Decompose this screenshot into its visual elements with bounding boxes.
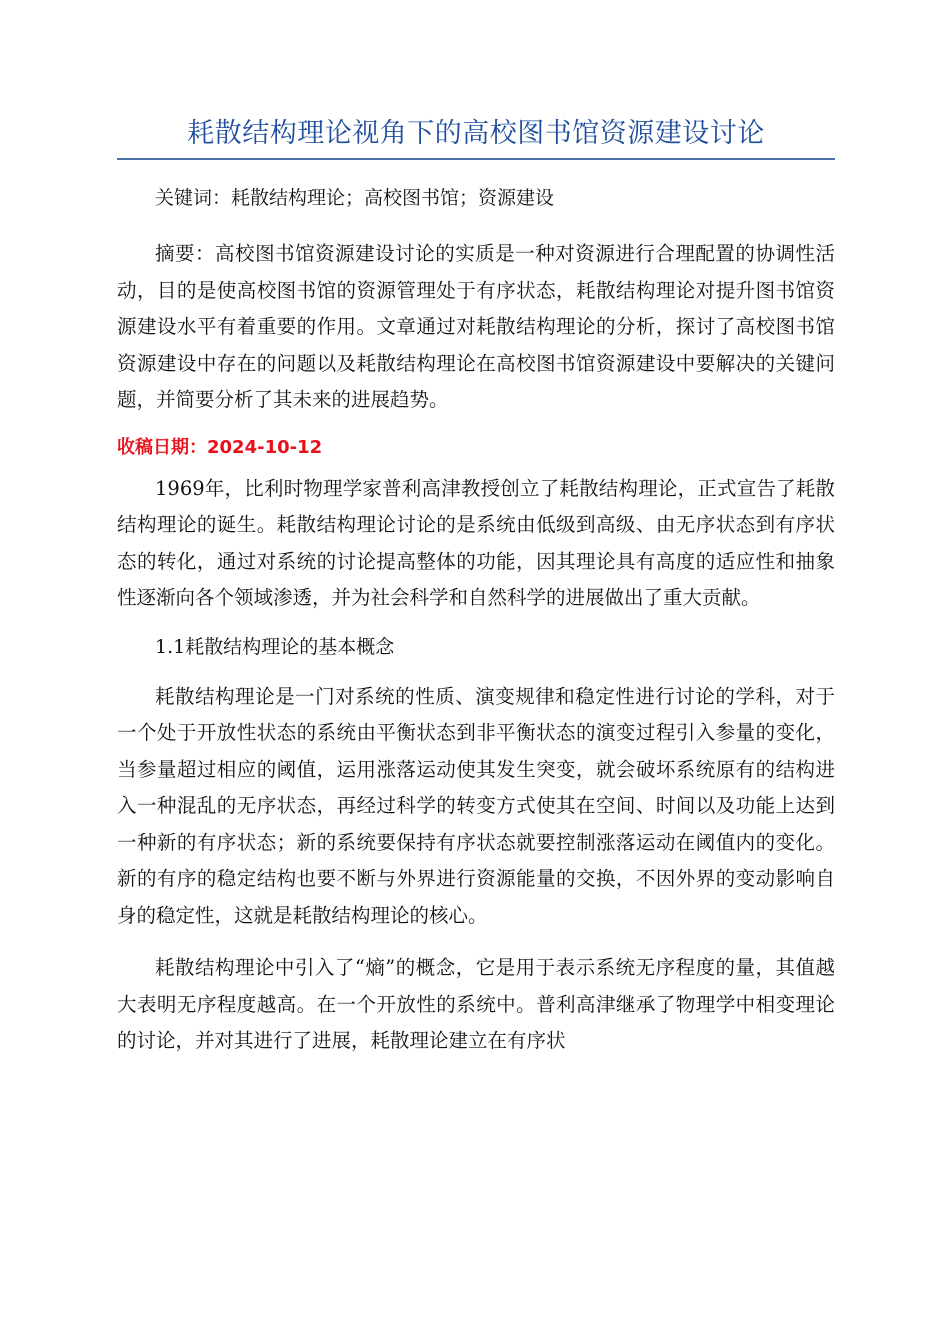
section-heading: 1.1耗散结构理论的基本概念	[155, 635, 395, 658]
keywords-line: 关键词：耗散结构理论；高校图书馆；资源建设	[155, 187, 555, 209]
abstract-paragraph: 摘要：高校图书馆资源建设讨论的实质是一种对资源进行合理配置的协调性活动，目的是使高校图书馆的资源管理处于有序状态，耗散结构理论对提升图书馆资源建设水平有着重要的作用。文章通过对耗散结构理论的分析，探讨了高校图书馆资源建设中存在的问题以及耗散结构理论在高校图书馆资源建设中要解决的关键问题，并简要分析了其未来的进展趋势。	[117, 242, 835, 411]
body-paragraph: 1969年，比利时物理学家普利高津教授创立了耗散结构理论，正式宣告了耗散结构理论的诞生。耗散结构理论讨论的是系统由低级到高级、由无序状态到有序状态的转化，通过对系统的讨论提高整体的功能，因其理论具有高度的适应性和抽象性逐渐向各个领域渗透，并为社会科学和自然科学的进展做出了重大贡献。	[117, 476, 835, 609]
document-title: 耗散结构理论视角下的高校图书馆资源建设讨论	[117, 114, 835, 160]
received-date: 收稿日期：2024-10-12	[117, 436, 323, 458]
body-paragraph: 耗散结构理论中引入了“熵”的概念，它是用于表示系统无序程度的量，其值越大表明无序程度越高。在一个开放性的系统中。普利高津继承了物理学中相变理论的讨论，并对其进行了进展，耗散理论建立在有序状	[117, 956, 835, 1052]
document-page	[117, 0, 835, 1060]
body-paragraph: 耗散结构理论是一门对系统的性质、演变规律和稳定性进行讨论的学科，对于一个处于开放性状态的系统由平衡状态到非平衡状态的演变过程引入参量的变化，当参量超过相应的阈值，运用涨落运动使其发生突变，就会破坏系统原有的结构进入一种混乱的无序状态，再经过科学的转变方式使其在空间、时间以及功能上达到一种新的有序状态；新的系统要保持有序状态就要控制涨落运动在阈值内的变化。新的有序的稳定结构也要不断与外界进行资源能量的交换，不因外界的变动影响自身的稳定性，这就是耗散结构理论的核心。	[117, 684, 835, 927]
